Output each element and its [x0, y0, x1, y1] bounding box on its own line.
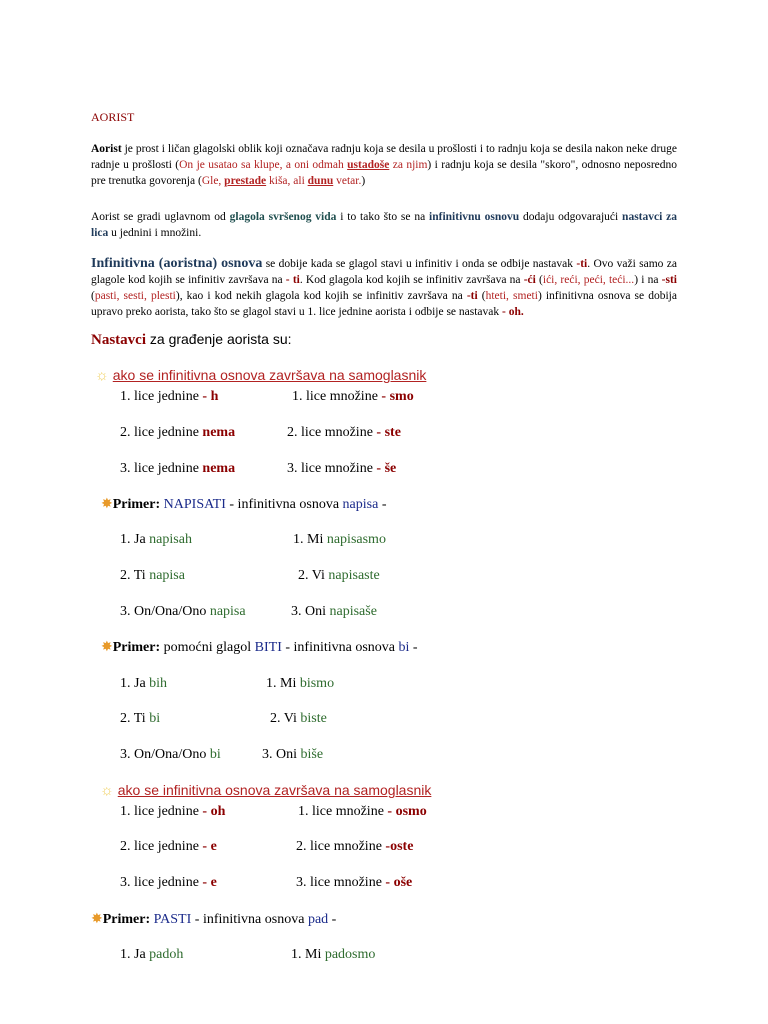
star-icon: ✸: [101, 640, 113, 655]
ending-row: 3. lice jednine nema: [120, 461, 236, 476]
ending-row: 2. lice množine -oste: [296, 839, 414, 854]
conjugation-row: 1. Mi bismo: [266, 676, 335, 691]
sun-icon: ☼: [100, 783, 114, 799]
example-heading: ✸Primer: PASTI - infinitivna osnova pad -: [91, 912, 337, 927]
conjugation-row: 1. Ja padoh: [120, 947, 184, 962]
conjugation-row: 3. On/Ona/Ono bi: [120, 747, 221, 762]
ending-row: 3. lice jednine - e: [120, 875, 217, 890]
conjugation-row: 3. Oni biše: [262, 747, 324, 762]
formation-paragraph: Aorist se gradi uglavnom od glagola svršenog vida i to tako što se na infinitivnu osnovu dodaju odgovarajući nastavci za lica u jednini i množini.: [91, 211, 677, 239]
ending-row: 3. lice množine - oše: [296, 875, 413, 890]
conjugation-row: 2. Ti napisa: [120, 568, 185, 583]
endings-heading: Nastavci za građenje aorista su:: [91, 331, 292, 348]
ending-row: 2. lice jednine - e: [120, 839, 217, 854]
infinitive-base-paragraph: Infinitivna (aoristna) osnova se dobije kada se glagol stavi u infinitiv i onda se odbije nastavak -ti. Ovo važi samo za glagole kod kojih se infinitiv završava na - ti. Kod glagola kod kojih se infinitiv završava na -ći (ići, reći, peći, teći...) i na -sti (pasti, sesti, plesti), kao i kod nekih glagola kod kojih se infinitiv završava na -ti (hteti, smeti) infinitivna osnova se dobija upravo preko aorista, tako što se glagol stavi u 1. lice jednine aorista i odbije se nastavak - oh.: [91, 256, 677, 318]
conjugation-row: 1. Mi napisasmo: [293, 532, 386, 547]
star-icon: ✸: [101, 497, 113, 512]
conjugation-row: 1. Ja bih: [120, 676, 168, 691]
section-heading-consonant: ☼ ako se infinitivna osnova završava na samoglasnik: [100, 782, 432, 799]
ending-row: 1. lice jednine - oh: [120, 804, 226, 819]
example-word: prestade: [224, 175, 267, 187]
ending-row: 2. lice jednine nema: [120, 425, 236, 440]
ending-row: 1. lice jednine - h: [120, 389, 219, 404]
section-heading-vowel: ☼ ako se infinitivna osnova završava na samoglasnik: [95, 367, 427, 384]
star-icon: ✸: [91, 912, 103, 927]
example-word: dunu: [307, 175, 334, 187]
ending-row: 3. lice množine - še: [287, 461, 397, 476]
conjugation-row: 2. Vi napisaste: [298, 568, 380, 583]
conjugation-row: 1. Ja napisah: [120, 532, 192, 547]
term-aorist: Aorist: [91, 143, 122, 155]
intro-paragraph: Aorist je prost i ličan glagolski oblik koji označava radnju koja se desila u prošlosti i to radnju koja se desila nakon neke druge radnje u prošlosti (On je usatao sa klupe, a oni odmah ustadoše za njim) i radnju koja se desila "skoro", odnosno neposredno pre trenutka govorenja (Gle, prestade kiša, ali dunu vetar.): [91, 143, 678, 187]
page-title: AORIST: [91, 110, 135, 124]
ending-row: 1. lice množine - osmo: [298, 804, 427, 819]
ending-row: 2. lice množine - ste: [287, 425, 401, 440]
conjugation-row: 3. Oni napisaše: [291, 604, 377, 619]
conjugation-row: 1. Mi padosmo: [291, 947, 376, 962]
conjugation-row: 2. Ti bi: [120, 711, 161, 726]
example-heading: ✸Primer: NAPISATI - infinitivna osnova napisa -: [101, 497, 387, 512]
ending-row: 1. lice množine - smo: [292, 389, 414, 404]
example-heading: ✸Primer: pomoćni glagol BITI - infinitivna osnova bi -: [101, 640, 418, 655]
conjugation-row: 2. Vi biste: [270, 711, 327, 726]
conjugation-row: 3. On/Ona/Ono napisa: [120, 604, 246, 619]
example-word: ustadoše: [347, 159, 390, 171]
sun-icon: ☼: [95, 368, 109, 384]
